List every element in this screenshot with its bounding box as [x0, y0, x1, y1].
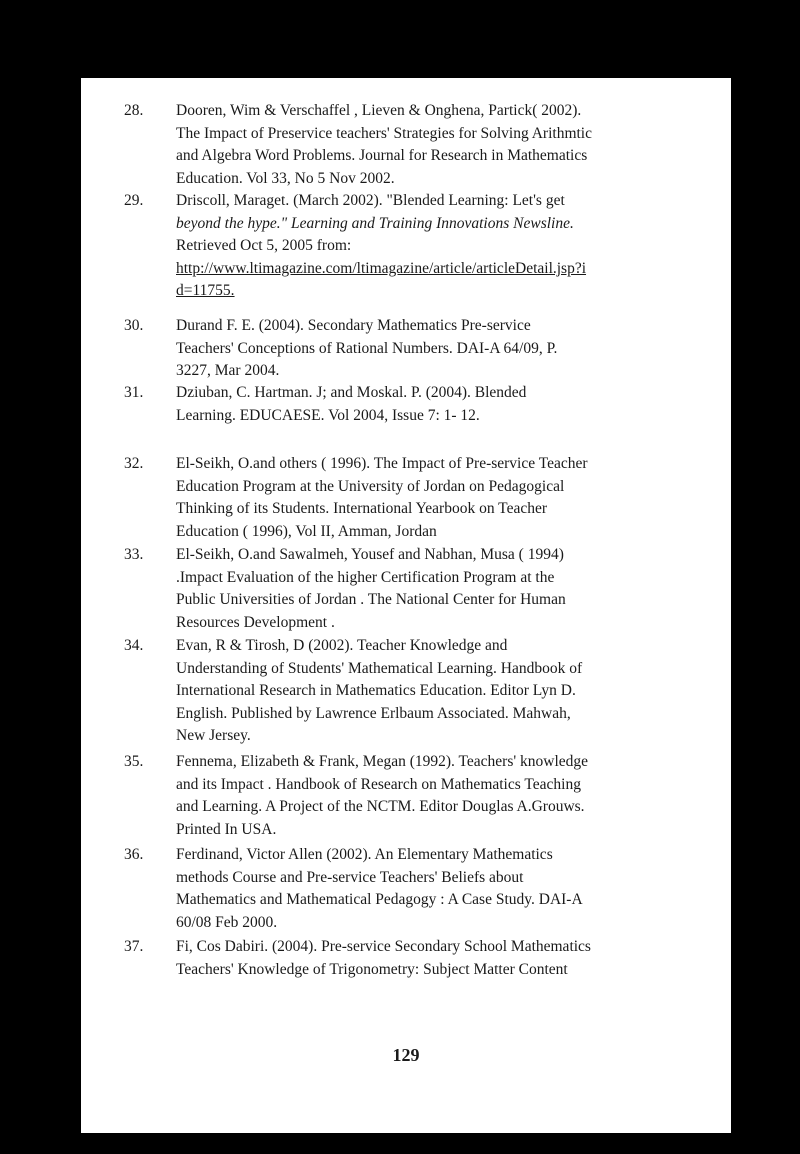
reference-line: Thinking of its Students. International Yearbook on Teacher [176, 500, 547, 518]
reference-line: Driscoll, Maraget. (March 2002). "Blended Learning: Let's get [176, 192, 565, 209]
reference-line: New Jersey. [176, 727, 251, 745]
reference-line: Fi, Cos Dabiri. (2004). Pre-service Secondary School Mathematics [176, 938, 591, 955]
reference-number: 37. [124, 938, 144, 955]
reference-number: 28. [124, 102, 144, 119]
reference-line: Teachers' Knowledge of Trigonometry: Subject Matter Content [176, 960, 568, 978]
document-page [81, 78, 731, 1133]
reference-line: Durand F. E. (2004). Secondary Mathematics Pre-service [176, 317, 531, 334]
reference-number: 32. [124, 455, 144, 472]
reference-line: Dooren, Wim & Verschaffel , Lieven & Onghena, Partick( 2002). [176, 102, 582, 119]
reference-line: Education ( 1996), Vol II, Amman, Jordan [176, 522, 437, 540]
reference-line: beyond the hype." Learning and Training Innovations Newsline. [176, 214, 574, 232]
reference-line: Understanding of Students' Mathematical Learning. Handbook of [176, 659, 583, 677]
reference-number: 31. [124, 384, 144, 401]
reference-line: 60/08 Feb 2000. [176, 913, 278, 931]
reference-line: International Research in Mathematics Education. Editor Lyn D. [176, 682, 576, 700]
reference-line: Resources Development . [176, 613, 335, 631]
reference-line: Fennema, Elizabeth & Frank, Megan (1992). Teachers' knowledge [176, 753, 589, 770]
reference-line: Dziuban, C. Hartman. J; and Moskal. P. (2004). Blended [176, 384, 527, 401]
reference-line: .Impact Evaluation of the higher Certification Program at the [176, 568, 555, 586]
reference-line: English. Published by Lawrence Erlbaum Associated. Mahwah, [176, 704, 571, 722]
reference-number: 35. [124, 753, 144, 770]
reference-line: Education Program at the University of Jordan on Pedagogical [176, 477, 565, 495]
reference-url-link[interactable]: http://www.ltimagazine.com/ltimagazine/article/articleDetail.jsp?i [176, 259, 587, 277]
reference-line: Public Universities of Jordan . The National Center for Human [176, 591, 566, 609]
reference-line: and its Impact . Handbook of Research on Mathematics Teaching [176, 775, 581, 793]
reference-line: Learning. EDUCAESE. Vol 2004, Issue 7: 1- 12. [176, 406, 480, 424]
reference-number: 29. [124, 192, 144, 209]
reference-url-link[interactable]: d=11755. [176, 282, 235, 300]
reference-line: Ferdinand, Victor Allen (2002). An Elementary Mathematics [176, 846, 553, 863]
reference-line: and Algebra Word Problems. Journal for Research in Mathematics [176, 147, 588, 165]
reference-line: and Learning. A Project of the NCTM. Editor Douglas A.Grouws. [176, 798, 585, 816]
page-number: 129 [392, 1045, 420, 1065]
reference-line: The Impact of Preservice teachers' Strategies for Solving Arithmtic [176, 124, 592, 142]
reference-number: 33. [124, 546, 144, 563]
reference-line: Education. Vol 33, No 5 Nov 2002. [176, 169, 395, 187]
reference-number: 34. [124, 637, 144, 654]
reference-line: Printed In USA. [176, 820, 277, 838]
reference-number: 36. [124, 846, 144, 863]
reference-number: 30. [124, 317, 144, 334]
reference-line: Retrieved Oct 5, 2005 from: [176, 237, 352, 255]
reference-line: Mathematics and Mathematical Pedagogy : A Case Study. DAI-A [176, 891, 583, 909]
reference-line: Teachers' Conceptions of Rational Numbers. DAI-A 64/09, P. [176, 339, 558, 357]
reference-line: El-Seikh, O.and others ( 1996). The Impact of Pre-service Teacher [176, 455, 588, 472]
reference-line: El-Seikh, O.and Sawalmeh, Yousef and Nabhan, Musa ( 1994) [176, 546, 564, 563]
reference-line: Evan, R & Tirosh, D (2002). Teacher Knowledge and [176, 637, 508, 654]
reference-line: 3227, Mar 2004. [176, 362, 280, 380]
reference-line: methods Course and Pre-service Teachers' Beliefs about [176, 868, 524, 886]
